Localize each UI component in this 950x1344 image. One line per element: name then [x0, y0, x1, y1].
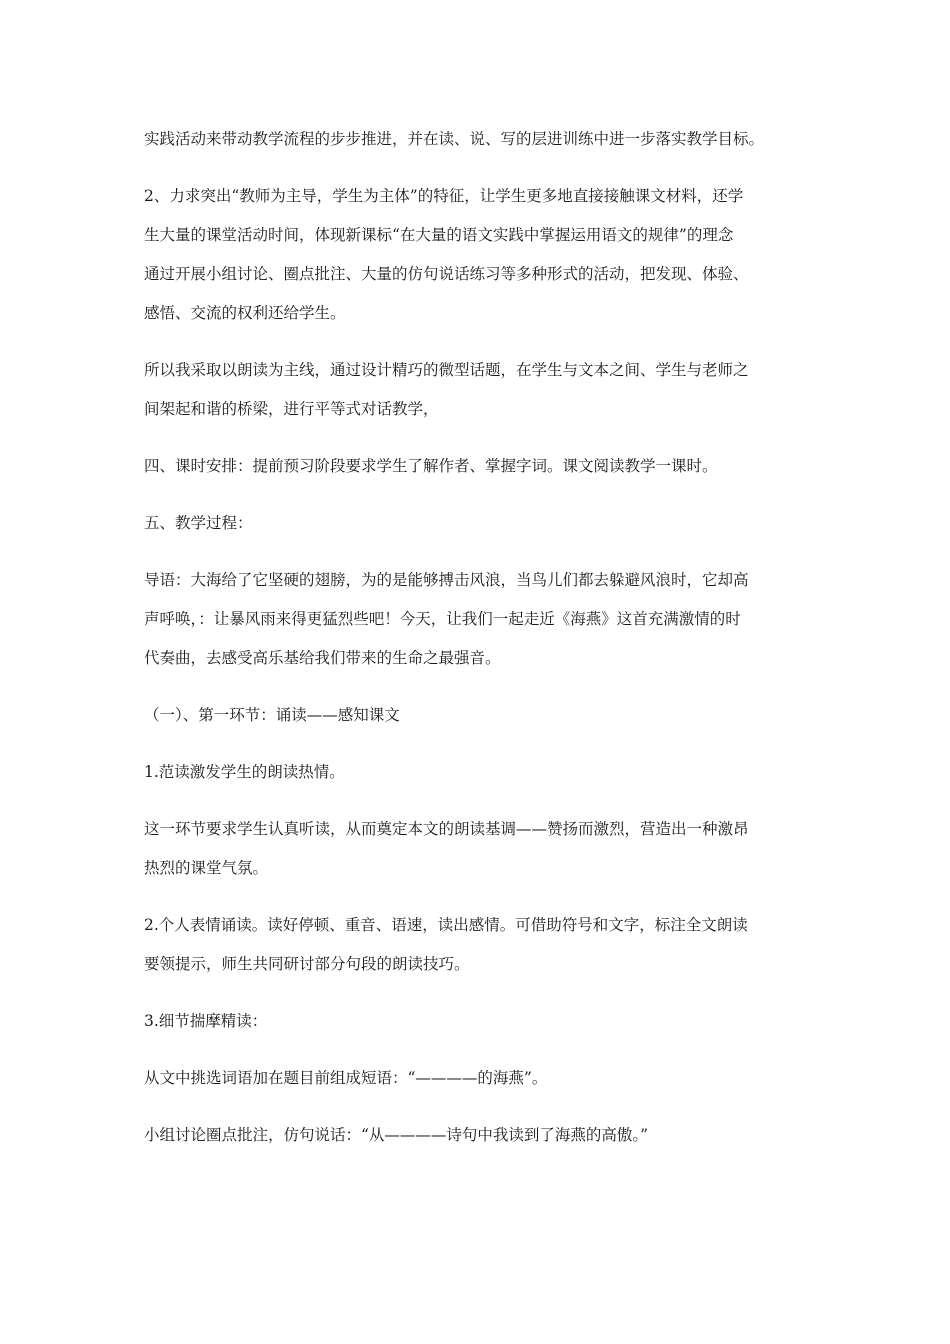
text-line: 要领提示，师生共同研讨部分句段的朗读技巧。 [144, 955, 470, 973]
section-heading [144, 504, 814, 543]
text-line: 四、课时安排：提前预习阶段要求学生了解作者、掌握字词。课文阅读教学一课时。 [144, 457, 718, 475]
text-line: 热烈的课堂气氛。 [144, 859, 269, 877]
paragraph [144, 177, 814, 333]
list-item [144, 753, 814, 792]
text-line: 感悟、交流的权利还给学生。 [144, 304, 346, 322]
document-body [144, 120, 814, 1173]
text-line: 3.细节揣摩精读： [144, 1012, 268, 1030]
list-item [144, 906, 814, 984]
paragraph [144, 1059, 814, 1098]
text-line: 从文中挑选词语加在题目前组成短语：“————的海燕”。 [144, 1069, 548, 1087]
text-line: 声呼唤，：让暴风雨来得更猛烈些吧！今天，让我们一起走近《海燕》这首充满激情的时 [144, 610, 741, 628]
subsection-heading [144, 696, 814, 735]
list-item [144, 1002, 814, 1041]
text-line: 这一环节要求学生认真听读，从而奠定本文的朗读基调——赞扬而激烈，营造出一种激昂 [144, 820, 749, 838]
paragraph [144, 351, 814, 429]
text-line: 间架起和谐的桥梁，进行平等式对话教学， [144, 400, 439, 418]
text-line: 代奏曲，去感受高乐基给我们带来的生命之最强音。 [144, 649, 501, 667]
paragraph [144, 120, 814, 159]
text-line: 通过开展小组讨论、圈点批注、大量的仿句说话练习等多种形式的活动，把发现、体验、 [144, 265, 749, 283]
text-line: 生大量的课堂活动时间，体现新课标“在大量的语文实践中掌握运用语文的规律”的理念 [144, 226, 734, 244]
paragraph [144, 1116, 814, 1155]
paragraph [144, 810, 814, 888]
text-line: 五、教学过程： [144, 514, 253, 532]
text-line: 所以我采取以朗读为主线，通过设计精巧的微型话题，在学生与文本之间、学生与老师之 [144, 361, 749, 379]
text-line: （一）、第一环节：诵读——感知课文 [144, 706, 400, 724]
text-line: 导语：大海给了它坚硬的翅膀，为的是能够搏击风浪，当鸟儿们都去躲避风浪时，它却高 [144, 571, 749, 589]
text-line: 2.个人表情诵读。读好停顿、重音、语速，读出感情。可借助符号和文字，标注全文朗读 [144, 916, 748, 934]
text-line: 1.范读激发学生的朗读热情。 [144, 763, 345, 781]
paragraph [144, 561, 814, 678]
text-line: 小组讨论圈点批注，仿句说话：“从————诗句中我读到了海燕的高傲。” [144, 1126, 649, 1144]
text-line: 实践活动来带动教学流程的步步推进，并在读、说、写的层进训练中进一步落实教学目标。 [144, 130, 765, 148]
text-line: 2、力求突出“教师为主导，学生为主体”的特征，让学生更多地直接接触课文材料，还学 [144, 187, 744, 205]
section-heading [144, 447, 814, 486]
